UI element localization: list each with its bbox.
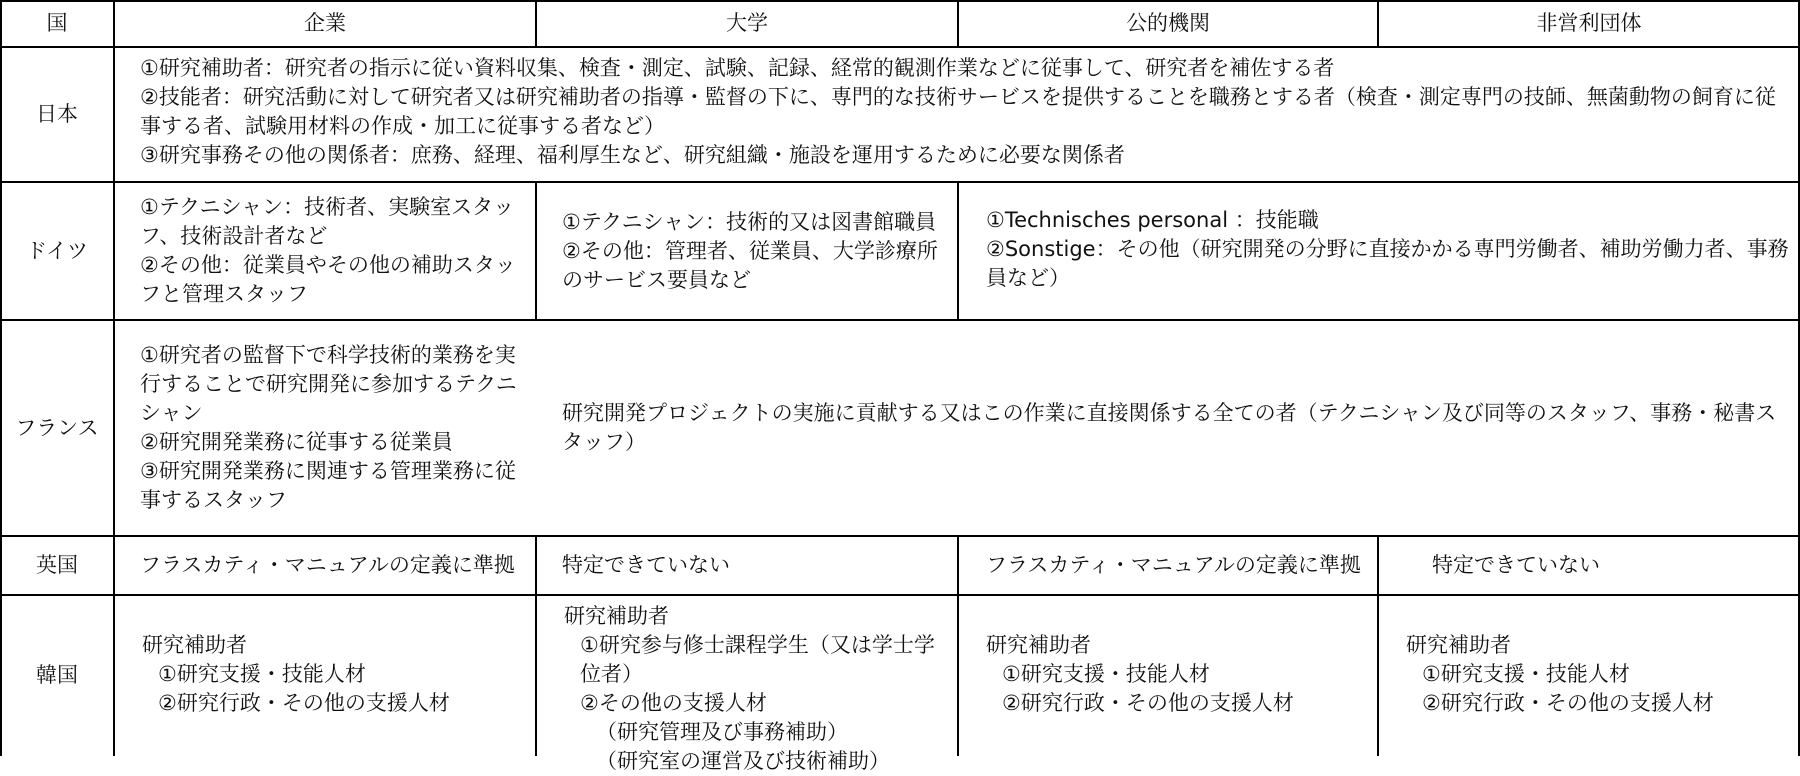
row-country-korea: 韓国 — [36, 663, 78, 687]
grid-line-col4-uk-korea — [1377, 535, 1379, 756]
korea-company — [114, 595, 536, 756]
japan-item-2: ②技能者：研究活動に対して研究者又は研究補助者の指導・監督の下に、専門的な技術サービスを提供することを職務とする者（検査・測定専門の技師、無菌動物の飼育に従事する者、試験用材料の作成・加工に従事する者など） — [140, 85, 1776, 138]
uk-nonprofit: 特定できていない — [1432, 553, 1600, 577]
france-company-item-3: ③研究開発業務に関連する管理業務に従事するスタッフ — [140, 459, 516, 512]
korea-nonprofit — [1378, 595, 1800, 756]
germany-university — [536, 182, 958, 320]
korea-public — [958, 595, 1378, 756]
germany-other-item-1: ①Technisches personal ：技能職 — [986, 208, 1319, 232]
korea-company-item-1: ①研究支援・技能人材 — [158, 662, 366, 686]
korea-public-title: 研究補助者 — [986, 633, 1091, 657]
grid-line-left — [0, 0, 2, 756]
korea-university-item-1: ①研究参与修士課程学生（又は学士学位者） — [580, 633, 935, 686]
header-country: 国 — [46, 11, 68, 35]
korea-company-title: 研究補助者 — [142, 633, 247, 657]
korea-nonprofit-item-1: ①研究支援・技能人材 — [1422, 662, 1630, 686]
grid-line-top — [0, 0, 1800, 2]
korea-university — [536, 595, 958, 773]
korea-company-item-2: ②研究行政・その他の支援人材 — [158, 691, 450, 715]
grid-line-col3-uk-korea — [957, 535, 959, 756]
france-other: 研究開発プロジェクトの実施に貢献する又はこの作業に直接関係する全ての者（テクニシャン及び同等のスタッフ、事務・秘書スタッフ） — [562, 401, 1777, 454]
uk-company: フラスカティ・マニュアルの定義に準拠 — [140, 553, 515, 577]
row-country-japan: 日本 — [36, 102, 78, 126]
germany-company-item-1: ①テクニシャン：技術者、実験室スタッフ、技術設計者など — [140, 195, 515, 248]
grid-line-col3-germany — [957, 181, 959, 320]
uk-public: フラスカティ・マニュアルの定義に準拠 — [986, 553, 1361, 577]
germany-company — [114, 182, 536, 320]
japan-item-3: ③研究事務その他の関係者：庶務、経理、福利厚生など、研究組織・施設を運用するために必要な関係者 — [140, 143, 1125, 167]
grid-line-col3-header — [957, 0, 959, 47]
korea-university-item-3-partial: （研究室の運営及び技術補助） — [596, 749, 890, 773]
france-company-item-1: ①研究者の監督下で科学技術的業務を実行することで研究開発に参加するテクニシャン — [140, 343, 517, 425]
uk-university: 特定できていない — [562, 553, 730, 577]
header-nonprofit: 非営利団体 — [1536, 11, 1642, 35]
japan-definition — [114, 47, 1800, 182]
grid-line-germany — [0, 319, 1800, 321]
grid-line-col2-germany — [535, 181, 537, 320]
grid-line-country — [113, 0, 115, 756]
korea-nonprofit-item-2: ②研究行政・その他の支援人材 — [1422, 691, 1714, 715]
header-company: 企業 — [304, 11, 346, 35]
row-country-germany: ドイツ — [26, 238, 88, 263]
grid-line-col2-header — [535, 0, 537, 47]
grid-line-col4-header — [1377, 0, 1379, 47]
korea-university-item-2: ②その他の支援人材 — [580, 691, 767, 715]
korea-university-title: 研究補助者 — [564, 604, 669, 628]
germany-other — [958, 182, 1800, 320]
korea-nonprofit-title: 研究補助者 — [1406, 633, 1511, 657]
header-public: 公的機関 — [1126, 11, 1210, 35]
korea-public-item-1: ①研究支援・技能人材 — [1002, 662, 1210, 686]
germany-other-item-2: ②Sonstige：その他（研究開発の分野に直接かかる専門労働者、補助労働力者、事務員など） — [986, 237, 1789, 290]
germany-university-item-1: ①テクニシャン：技術的又は図書館職員 — [562, 209, 937, 234]
grid-line-france — [0, 535, 1800, 537]
germany-university-item-2: ②その他：管理者、従業員、大学診療所のサービス要員など — [562, 238, 938, 292]
grid-line-col2-uk-korea — [535, 535, 537, 756]
japan-item-1: ①研究補助者：研究者の指示に従い資料収集、検査・測定、試験、記録、経常的観測作業などに従事して、研究者を補佐する者 — [140, 56, 1335, 80]
grid-line-header — [0, 46, 1800, 48]
korea-public-item-2: ②研究行政・その他の支援人材 — [1002, 691, 1294, 715]
header-university: 大学 — [726, 11, 768, 35]
grid-line-japan — [0, 181, 1800, 183]
france-company — [114, 320, 536, 536]
row-country-france: フランス — [15, 415, 99, 440]
france-company-item-2: ②研究開発業務に従事する従業員 — [140, 430, 453, 454]
germany-company-item-2: ②その他：従業員やその他の補助スタッフと管理スタッフ — [140, 253, 516, 306]
row-country-uk: 英国 — [36, 553, 78, 577]
korea-university-item-2-sub: （研究管理及び事務補助） — [596, 720, 848, 744]
grid-line-uk — [0, 594, 1800, 596]
